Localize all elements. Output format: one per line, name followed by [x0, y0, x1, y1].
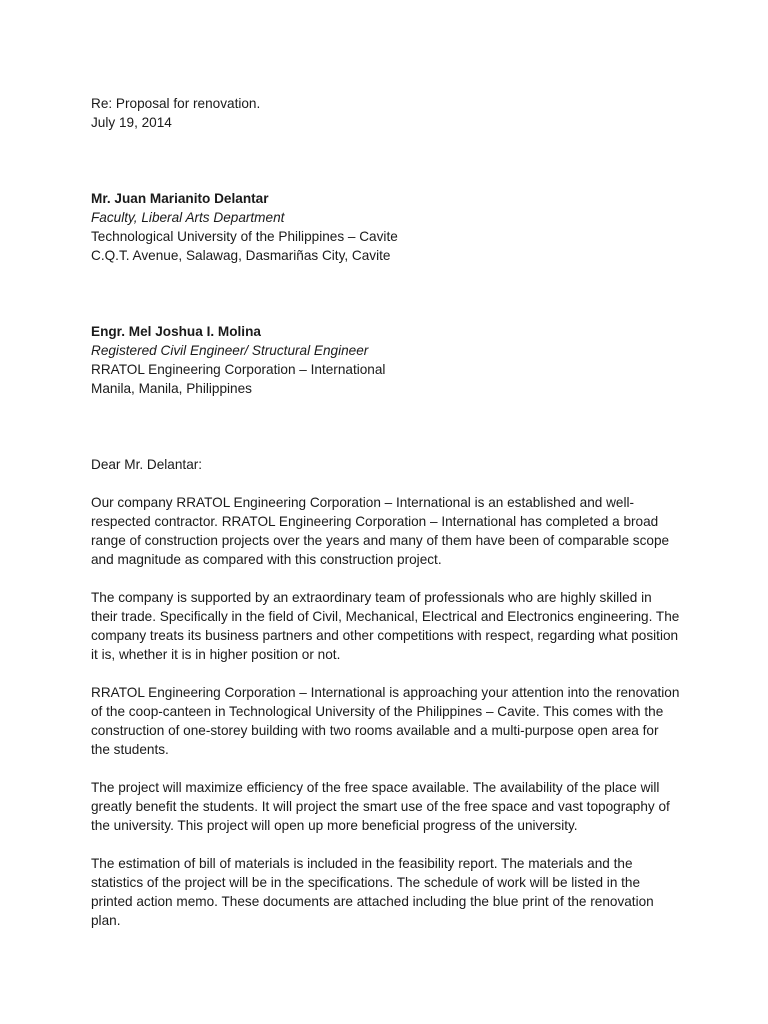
sender-company: RRATOL Engineering Corporation – International: [91, 362, 386, 377]
recipient-address: C.Q.T. Avenue, Salawag, Dasmariñas City, Cavite: [91, 248, 391, 263]
spacer: [91, 664, 681, 683]
recipient-title: Faculty, Liberal Arts Department: [91, 210, 285, 225]
body-paragraph-2: The company is supported by an extraordinary team of professionals who are highly skilled in their trade. Specifically in the field of Civil, Mechanical, Electrical and Electronics engineering. The company treats its business partners and other competitions with respect, regarding what position it is, whether it is in higher position or not.: [91, 590, 680, 662]
spacer: [91, 835, 681, 854]
recipient-name: Mr. Juan Marianito Delantar: [91, 191, 269, 206]
spacer: [91, 132, 681, 189]
spacer: [91, 569, 681, 588]
spacer: [91, 265, 681, 322]
salutation: Dear Mr. Delantar:: [91, 457, 203, 472]
spacer: [91, 474, 681, 493]
letter-header: [91, 94, 681, 132]
letter-date: July 19, 2014: [91, 115, 172, 130]
sender-name: Engr. Mel Joshua I. Molina: [91, 324, 261, 339]
sender-block: [91, 322, 681, 398]
body-paragraph-4: The project will maximize efficiency of the free space available. The availability of the place will greatly benefit the students. It will project the smart use of the free space and vast topography of the university. This project will open up more beneficial progress of the university.: [91, 780, 670, 833]
recipient-institution: Technological University of the Philippines – Cavite: [91, 229, 398, 244]
sender-title: Registered Civil Engineer/ Structural Engineer: [91, 343, 369, 358]
letter-page: [91, 94, 681, 930]
sender-address: Manila, Manila, Philippines: [91, 381, 252, 396]
spacer: [91, 398, 681, 455]
body-paragraph-5: The estimation of bill of materials is included in the feasibility report. The materials and the statistics of the project will be in the specifications. The schedule of work will be listed in the printed action memo. These documents are attached including the blue print of the renovation plan.: [91, 856, 654, 928]
recipient-block: [91, 189, 681, 265]
body-paragraph-3: RRATOL Engineering Corporation – International is approaching your attention into the renovation of the coop-canteen in Technological University of the Philippines – Cavite. This comes with the construction of one-storey building with two rooms available and a multi-purpose open area for the students.: [91, 685, 680, 757]
body-paragraph-1: Our company RRATOL Engineering Corporation – International is an established and well-respected contractor. RRATOL Engineering Corporation – International has completed a broad range of construction projects over the years and many of them have been of comparable scope and magnitude as compared with this construction project.: [91, 495, 670, 567]
subject-line: Re: Proposal for renovation.: [91, 96, 261, 111]
spacer: [91, 759, 681, 778]
